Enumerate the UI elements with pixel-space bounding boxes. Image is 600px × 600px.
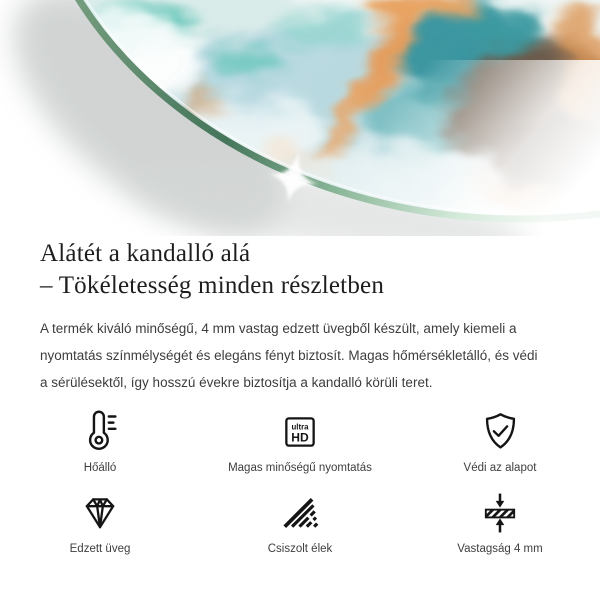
- feature-tempered-glass: [0, 488, 200, 555]
- page-title-line1: Alátét a kandalló alá: [40, 240, 251, 267]
- page-title: [40, 238, 560, 302]
- page-title-line2: – Tökéletesség minden részletben: [40, 272, 385, 299]
- svg-text:HD: HD: [291, 430, 309, 445]
- ultra-hd-icon: [279, 411, 321, 453]
- feature-thickness: [400, 488, 600, 555]
- svg-text:ultra: ultra: [291, 422, 309, 432]
- product-description: A termék kiváló minőségű, 4 mm vastag edzett üvegből készült, amely kiemeli a nyomtatás színmélységét és elegáns fényt biztosít. Magas hőmérsékletálló, és védi a sérülésektől, így hosszú évekre biztosítja a kandalló körüli teret.: [40, 321, 538, 390]
- feature-ultra-hd-print: [200, 407, 400, 474]
- feature-polished-edges: [200, 488, 400, 555]
- feature-label: Vastagság 4 mm: [457, 543, 543, 555]
- feature-heat-resistant: [0, 407, 200, 474]
- thermometer-icon: [78, 409, 122, 453]
- product-image: [0, 0, 600, 236]
- thickness-icon: [479, 492, 521, 534]
- glass-mat-photo: [0, 0, 600, 236]
- polished-edges-icon: [279, 492, 321, 534]
- feature-label: Hőálló: [83, 462, 117, 474]
- feature-label: Edzett üveg: [69, 543, 131, 555]
- shield-check-icon: [479, 410, 522, 453]
- feature-grid: [0, 407, 600, 555]
- diamond-icon: [78, 492, 122, 534]
- feature-label: Védi az alapot: [463, 462, 537, 474]
- feature-protects-base: [400, 407, 600, 474]
- feature-label: Magas minőségű nyomtatás: [228, 462, 372, 474]
- feature-label: Csiszolt élek: [267, 543, 333, 555]
